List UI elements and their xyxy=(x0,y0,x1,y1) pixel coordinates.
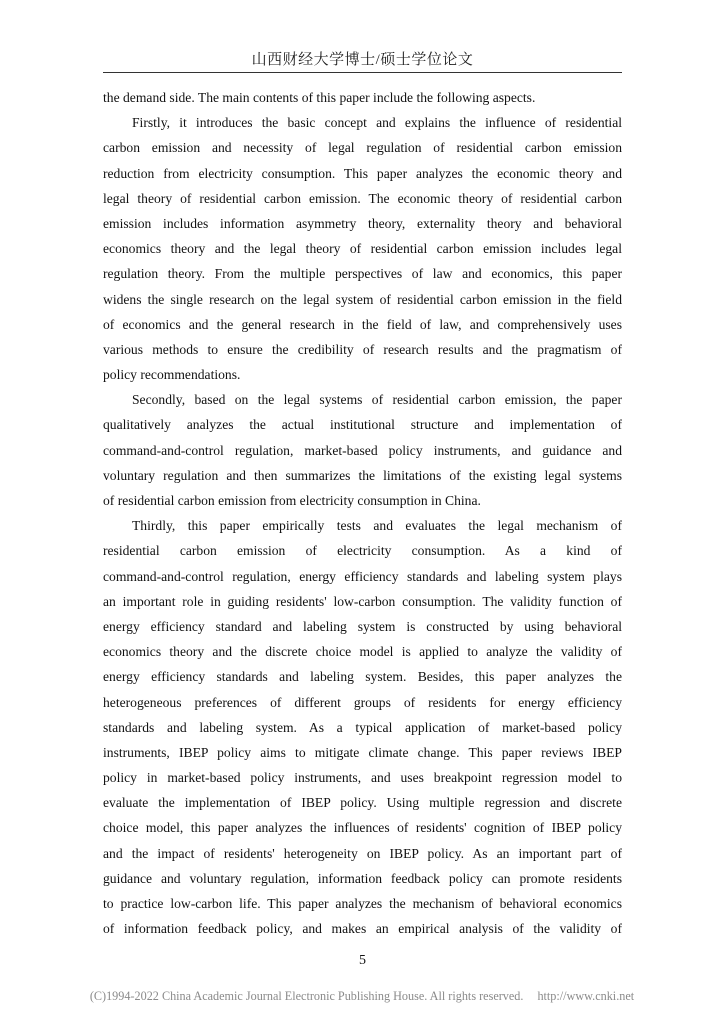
footer-copyright: (C)1994-2022 China Academic Journal Electronic Publishing House. All rights reserved. xyxy=(89,989,524,1003)
text-line: various methods to ensure the credibility of research results and the pragmatism of xyxy=(103,341,622,357)
text-line: economics theory and the legal theory of residential carbon emission includes legal xyxy=(103,241,622,257)
text-line: legal theory of residential carbon emission. The economic theory of residential carbon xyxy=(103,190,622,206)
text-line: energy efficiency standards and labeling system. Besides, this paper analyzes the xyxy=(103,669,622,685)
text-line: qualitatively analyzes the actual institutional structure and implementation of xyxy=(103,417,622,433)
text-line: the demand side. The main contents of this paper include the following aspects. xyxy=(103,90,536,105)
text-line: evaluate the implementation of IBEP policy. Using multiple regression and discrete xyxy=(103,795,622,811)
text-line: command-and-control regulation, energy efficiency standards and labeling system plays xyxy=(103,568,622,584)
text-line: instruments, IBEP policy aims to mitigate climate change. This paper reviews IBEP xyxy=(103,744,622,760)
text-line: Secondly, based on the legal systems of residential carbon emission, the paper xyxy=(132,392,622,408)
text-line: policy in market-based policy instruments, and uses breakpoint regression model to xyxy=(103,770,622,786)
text-line: economics theory and the discrete choice model is applied to analyze the validity of xyxy=(103,644,622,660)
paragraph xyxy=(103,387,622,513)
text-line: command-and-control regulation, market-based policy instruments, and guidance and xyxy=(103,442,622,458)
text-line: widens the single research on the legal system of residential carbon emission in the field xyxy=(103,291,622,307)
text-line: energy efficiency standard and labeling system is constructed by using behavioral xyxy=(103,618,622,634)
text-line: Thirdly, this paper empirically tests and evaluates the legal mechanism of xyxy=(132,518,622,534)
text-line: choice model, this paper analyzes the influences of residents' cognition of IBEP policy xyxy=(103,820,622,836)
running-header: 山西财经大学博士/硕士学位论文 xyxy=(251,52,474,68)
text-line: emission includes information asymmetry theory, externality theory and behavioral xyxy=(103,215,622,231)
paragraph xyxy=(103,85,622,110)
text-line: an important role in guiding residents' low-carbon consumption. The validity function of xyxy=(103,593,622,609)
footer-url[interactable]: http://www.cnki.net xyxy=(537,989,635,1003)
paragraph xyxy=(103,110,622,387)
text-line: heterogeneous preferences of different groups of residents for energy efficiency xyxy=(103,694,622,710)
copyright-footer xyxy=(0,988,724,1004)
text-line: of information feedback policy, and makes an empirical analysis of the validity of xyxy=(103,921,622,937)
text-line: reduction from electricity consumption. This paper analyzes the economic theory and xyxy=(103,165,622,181)
header-rule xyxy=(103,72,622,73)
text-line: to practice low-carbon life. This paper analyzes the mechanism of behavioral economics xyxy=(103,896,622,911)
text-line: policy recommendations. xyxy=(103,367,241,383)
text-line: voluntary regulation and then summarizes the limitations of the existing legal systems xyxy=(103,467,622,483)
body-text xyxy=(103,85,622,941)
text-line: carbon emission and necessity of legal regulation of residential carbon emission xyxy=(103,140,622,156)
text-line: Firstly, it introduces the basic concept and explains the influence of residential xyxy=(132,115,622,131)
paragraph xyxy=(103,513,622,941)
text-line: of economics and the general research in the field of law, and comprehensively uses xyxy=(103,316,622,332)
text-line: of residential carbon emission from electricity consumption in China. xyxy=(103,493,481,508)
text-line: standards and labeling system. As a typical application of market-based policy xyxy=(103,719,622,735)
text-line: guidance and voluntary regulation, information feedback policy can promote residents xyxy=(103,870,622,886)
text-line: regulation theory. From the multiple perspectives of law and economics, this paper xyxy=(103,266,622,282)
page-number: 5 xyxy=(359,953,366,968)
text-line: residential carbon emission of electricity consumption. As a kind of xyxy=(103,543,622,559)
text-line: and the impact of residents' heterogeneity on IBEP policy. As an important part of xyxy=(103,845,622,861)
